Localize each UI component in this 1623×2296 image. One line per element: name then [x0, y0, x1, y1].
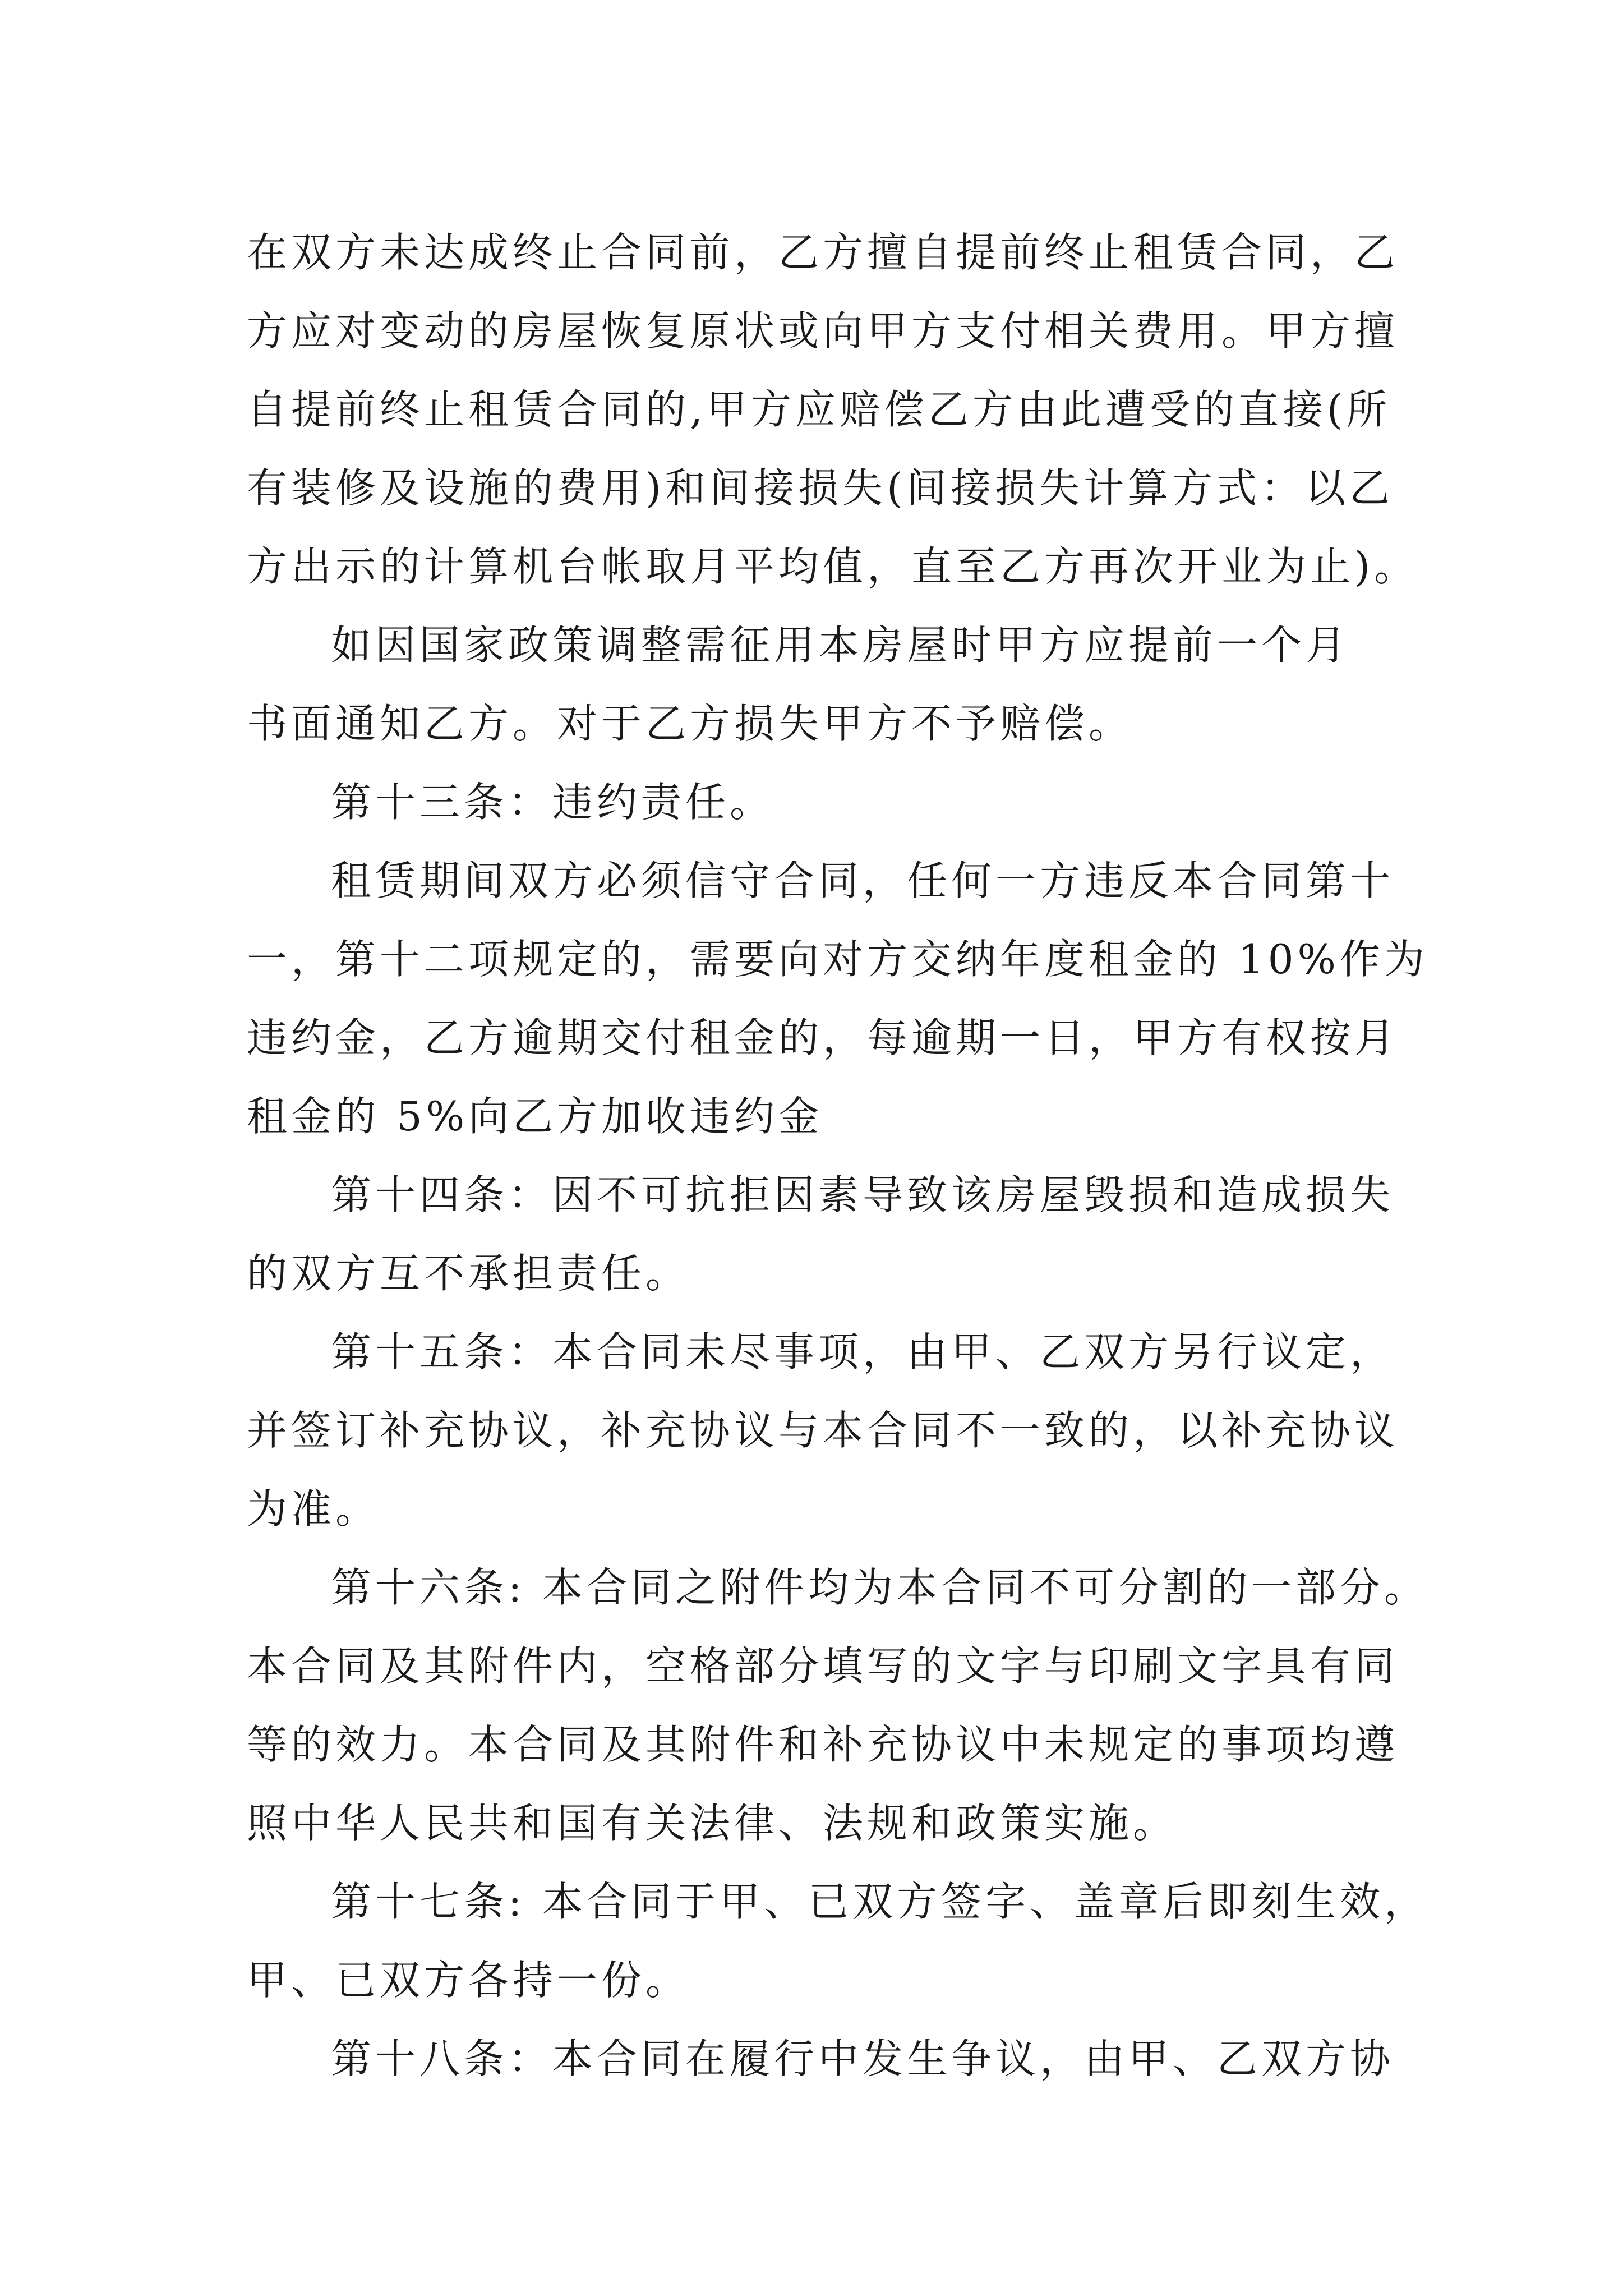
- text-line: 有装修及设施的费用)和间接损失(间接损失计算方式：以乙: [247, 464, 1394, 512]
- text-line: 违约金，乙方逾期交付租金的，每逾期一日，甲方有权按月: [247, 1014, 1399, 1061]
- text-line: 甲、已双方各持一份。: [247, 1957, 690, 2004]
- text-line: 租金的 5%向乙方加收违约金: [247, 1093, 823, 1140]
- text-line: 并签订补充协议，补充协议与本合同不一致的，以补充协议: [247, 1407, 1399, 1454]
- text-line: 租赁期间双方必须信守合同，任何一方违反本合同第十: [331, 857, 1395, 904]
- text-line: 方应对变动的房屋恢复原状或向甲方支付相关费用。甲方擅: [247, 307, 1399, 355]
- text-line: 的双方互不承担责任。: [247, 1250, 690, 1297]
- text-line: 本合同及其附件内，空格部分填写的文字与印刷文字具有同: [247, 1642, 1399, 1690]
- text-line: 为准。: [247, 1485, 380, 1533]
- text-line: 照中华人民共和国有关法律、法规和政策实施。: [247, 1800, 1178, 1847]
- text-line: 等的效力。本合同及其附件和补充协议中未规定的事项均遵: [247, 1721, 1399, 1768]
- text-line: 第十五条：本合同未尽事项，由甲、乙双方另行议定，: [331, 1328, 1395, 1375]
- text-line: 第十八条：本合同在履行中发生争议，由甲、乙双方协: [331, 2035, 1395, 2082]
- text-line: 方出示的计算机台帐取月平均值，直至乙方再次开业为止)。: [247, 543, 1419, 590]
- article-heading: 第十三条：违约责任。: [331, 779, 774, 826]
- text-line: 第十四条：因不可抗拒因素导致该房屋毁损和造成损失: [331, 1171, 1395, 1218]
- text-line: 自提前终止租赁合同的,甲方应赔偿乙方由此遭受的直接(所: [247, 386, 1391, 433]
- text-line: 书面通知乙方。对于乙方损失甲方不予赔偿。: [247, 700, 1133, 747]
- text-line: 第十七条: 本合同于甲、已双方签字、盖章后即刻生效，: [331, 1878, 1429, 1925]
- text-line: 在双方未达成终止合同前，乙方擅自提前终止租赁合同，乙: [247, 229, 1399, 276]
- contract-text: [247, 213, 1429, 2098]
- text-line: 如因国家政策调整需征用本房屋时甲方应提前一个月: [331, 622, 1350, 669]
- text-line: 一，第十二项规定的，需要向对方交纳年度租金的 10%作为: [247, 936, 1428, 983]
- text-line: 第十六条: 本合同之附件均为本合同不可分割的一部分。: [331, 1564, 1429, 1611]
